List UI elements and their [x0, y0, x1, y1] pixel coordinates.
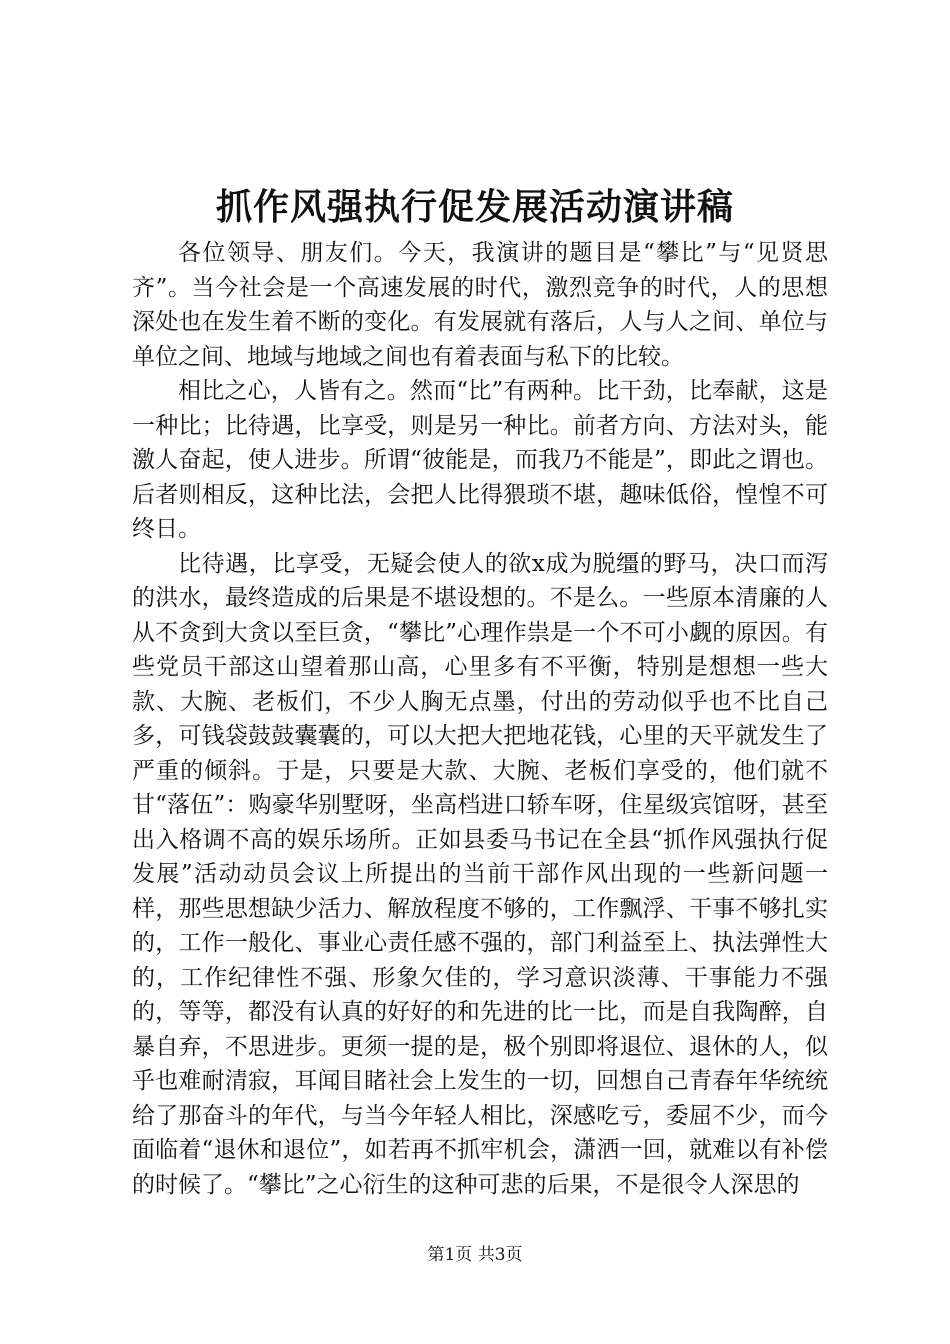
paragraph-2: 相比之心，人皆有之。然而“比”有两种。比干劲，比奉献，这是一种比；比待遇，比享受，则是另一种比。前者方向、方法对头，能激人奋起，使人进步。所谓“彼能是，而我乃不能是”，即此之谓也。后者则相反，这种比法，会把人比得猥琐不堪，趣味低俗，惶惶不可终日。 [132, 378, 828, 542]
document-title: 抓作风强执行促发展活动演讲稿 [215, 186, 734, 228]
paragraph-1: 各位领导、朋友们。今天，我演讲的题目是“攀比”与“见贤思齐”。当今社会是一个高速发展的时代，激烈竞争的时代，人的思想深处也在发生着不断的变化。有发展就有落后，人与人之间、单位与单位之间、地域与地域之间也有着表面与私下的比较。 [132, 240, 828, 370]
page-number-footer: 第1页 共3页 [427, 1245, 523, 1265]
document-body [132, 236, 828, 1202]
paragraph-3: 比待遇，比享受，无疑会使人的欲x成为脱缰的野马，决口而泻的洪水，最终造成的后果是不堪设想的。不是么。一些原本清廉的人从不贪到大贪以至巨贪，“攀比”心理作祟是一个不可小觑的原因。有些党员干部这山望着那山高，心里多有不平衡，特别是想想一些大款、大腕、老板们，不少人胸无点墨，付出的劳动似乎也不比自己多，可钱袋鼓鼓囊囊的，可以大把大把地花钱，心里的天平就发生了严重的倾斜。于是，只要是大款、大腕、老板们享受的，他们就不甘“落伍”：购豪华别墅呀，坐高档进口轿车呀，住星级宾馆呀，甚至出入格调不高的娱乐场所。正如县委马书记在全县“抓作风强执行促发展”活动动员会议上所提出的当前干部作风出现的一些新问题一样，那些思想缺少活力、解放程度不够的，工作飘浮、干事不够扎实的，工作一般化、事业心责任感不强的，部门利益至上、执法弹性大的，工作纪律性不强、形象欠佳的，学习意识淡薄、干事能力不强的，等等，都没有认真的好好的和先进的比一比，而是自我陶醉，自暴自弃，不思进步。更须一提的是，极个别即将退位、退休的人，似乎也难耐清寂，耳闻目睹社会上发生的一切，回想自己青春年华统统给了那奋斗的年代，与当今年轻人相比，深感吃亏，委屈不少，而今面临着“退休和退位”，如若再不抓牢机会，潇洒一回，就难以有补偿的时候了。“攀比”之心衍生的这种可悲的后果，不是很令人深思的 [132, 550, 828, 1198]
